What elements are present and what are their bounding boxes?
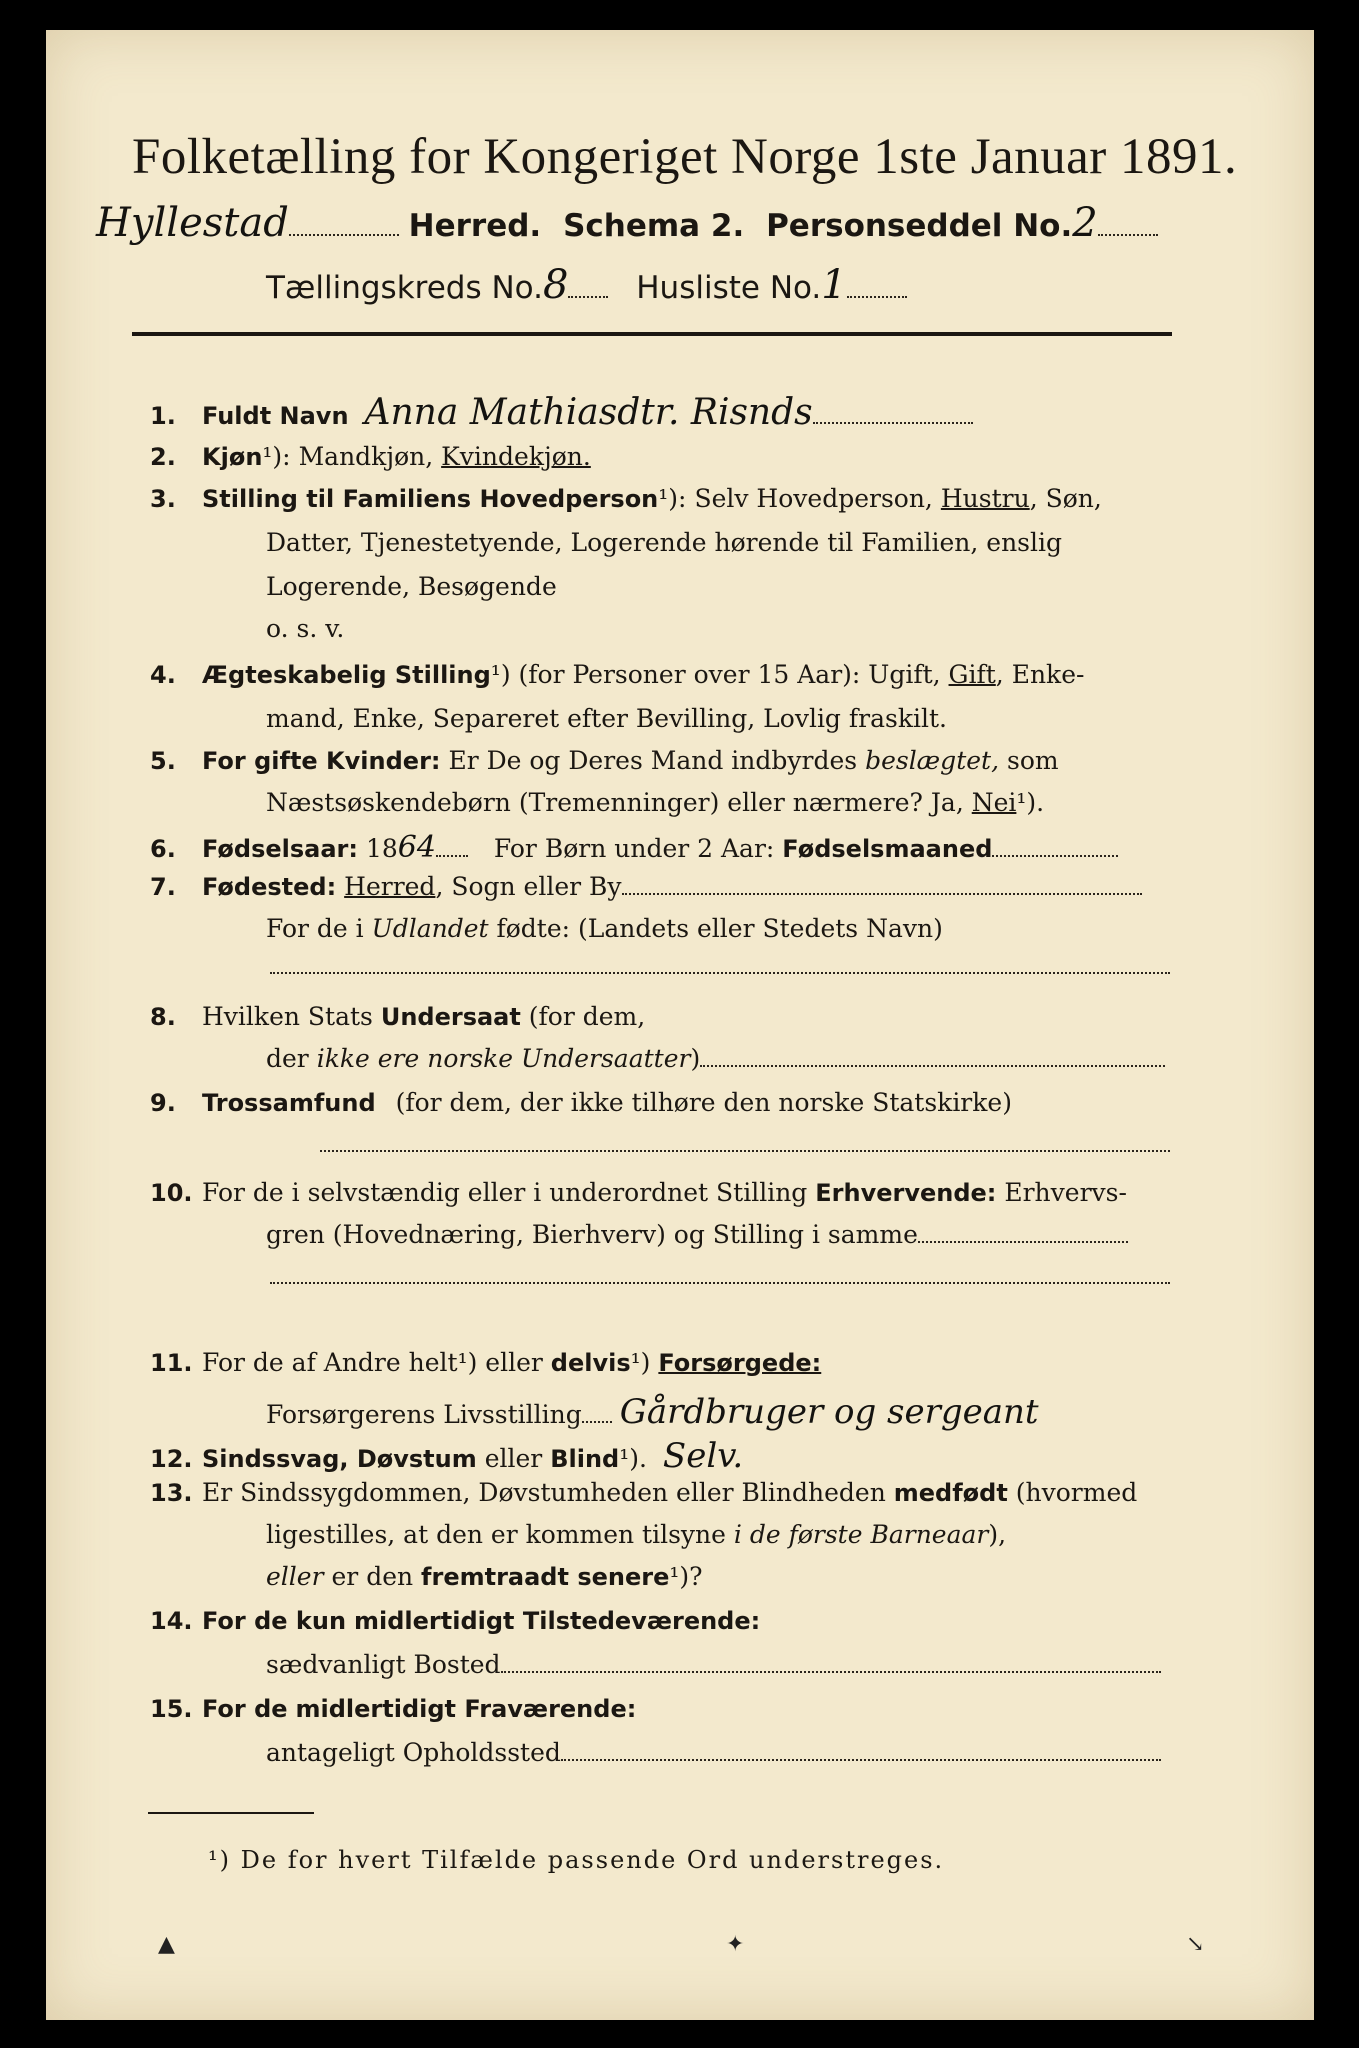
- item-2-sup: ¹):: [262, 442, 291, 471]
- item-6-label: Fødselsaar:: [202, 835, 358, 863]
- item-14-number: 14.: [150, 1607, 193, 1635]
- item-1-number: 1.: [150, 402, 176, 430]
- item-3-opt-son: , Søn,: [1029, 484, 1102, 513]
- item-13-medfodt: medfødt: [893, 1479, 1008, 1507]
- item-7-label: Fødested:: [202, 873, 337, 901]
- item-6-rest: For Børn under 2 Aar:: [493, 834, 775, 863]
- item-13-er-den: er den: [331, 1562, 414, 1591]
- item-13-hvormed: (hvormed: [1015, 1478, 1138, 1507]
- item-8-paren: ): [690, 1044, 701, 1073]
- item-13-number: 13.: [150, 1479, 193, 1507]
- item-4-line1: [150, 660, 1084, 689]
- item-10-line2-text: gren (Hovednæring, Bierhverv) og Stilling i samme: [266, 1220, 918, 1249]
- item-8-line2: [266, 1044, 1165, 1073]
- footnote: ¹) De for hvert Tilfælde passende Ord understreges.: [208, 1846, 945, 1874]
- item-5-text: Er De og Deres Mand indbyrdes: [448, 746, 858, 775]
- item-14-text: For de kun: [202, 1607, 347, 1635]
- item-13-line2: [266, 1520, 1006, 1549]
- item-8-text2: (for dem,: [528, 1002, 646, 1031]
- item-6: [150, 830, 1118, 865]
- item-2-label: Kjøn: [202, 443, 263, 471]
- item-7-line2a: For de i: [266, 914, 364, 943]
- item-11-line1: [150, 1348, 821, 1377]
- item-12-sup: ¹).: [619, 1444, 647, 1473]
- item-7-line2: [266, 914, 943, 943]
- right-mark-icon: ↘: [1186, 1932, 1205, 1957]
- item-12-number: 12.: [150, 1445, 193, 1473]
- item-10-number: 10.: [150, 1179, 193, 1207]
- item-8-number: 8.: [150, 1003, 176, 1031]
- item-15-line2: [266, 1738, 1161, 1767]
- personseddel-value: 2: [1072, 200, 1098, 246]
- item-14-line2: [266, 1650, 1161, 1679]
- item-4-text: (for Personer over 15 Aar): Ugift,: [518, 660, 941, 689]
- item-3-sup: ¹):: [658, 484, 687, 513]
- item-11-sup: ¹): [630, 1348, 651, 1377]
- item-15-fravaerende: midlertidigt Fraværende:: [295, 1695, 637, 1723]
- item-10-erhvervs: Erhvervs-: [1004, 1178, 1127, 1207]
- item-3-opt-selv: Selv Hovedperson,: [694, 484, 933, 513]
- item-14-line1: [150, 1606, 760, 1635]
- item-13-eller: eller: [266, 1562, 324, 1591]
- item-8-text: Hvilken Stats: [202, 1002, 373, 1031]
- item-13-text: Er Sindssygdommen, Døvstumheden eller Blindheden: [202, 1478, 886, 1507]
- item-12-answer: Selv.: [662, 1436, 744, 1476]
- item-13-fremtraadt: fremtraadt senere: [421, 1563, 670, 1591]
- item-6-year: 64: [397, 830, 436, 865]
- item-5-sup: ¹).: [1016, 788, 1045, 817]
- item-5-som: som: [1006, 746, 1059, 775]
- item-13-line2-end: ),: [988, 1520, 1007, 1549]
- footnote-divider: [148, 1812, 314, 1814]
- item-2-opt-kvindekjon: Kvindekjøn.: [441, 442, 591, 471]
- item-9-number: 9.: [150, 1089, 176, 1117]
- item-9-label: Trossamfund: [202, 1089, 376, 1117]
- item-4-sup: ¹): [490, 660, 511, 689]
- item-5-beslaegtet: beslægtet,: [865, 746, 1000, 775]
- item-10-dotted-line: [270, 1282, 1170, 1284]
- item-10-text: For de i selvstændig eller i underordnet Stilling: [202, 1178, 808, 1207]
- item-3-label: Stilling til Familiens Hovedperson: [202, 485, 659, 513]
- item-3-line2: Datter, Tjenestetyende, Logerende hørende til Familien, enslig: [266, 528, 1063, 557]
- item-14-tilstedevaerende: midlertidigt Tilstedeværende:: [354, 1607, 761, 1635]
- item-3-line1: [150, 484, 1102, 513]
- item-5-number: 5.: [150, 747, 176, 775]
- item-12-label: Sindssvag, Døvstum: [202, 1445, 477, 1473]
- header-kreds-line: [266, 262, 907, 308]
- husliste-label: Husliste No.: [636, 270, 822, 306]
- schema-label: Schema 2.: [563, 208, 745, 244]
- item-15-opholdssted-label: antageligt Opholdssted: [266, 1738, 561, 1767]
- item-4-line2: mand, Enke, Separeret efter Bevilling, Lovlig fraskilt.: [266, 704, 947, 733]
- header-divider: [132, 332, 1172, 336]
- item-11-delvis: delvis: [550, 1349, 631, 1377]
- item-8-undersaat: Undersaat: [380, 1003, 521, 1031]
- item-7-rest: , Sogn eller By: [435, 872, 622, 901]
- personseddel-label: Personseddel No.: [766, 208, 1073, 244]
- item-12: [150, 1436, 743, 1476]
- item-11-eller: ¹) eller: [457, 1348, 543, 1377]
- item-7-udlandet: Udlandet: [371, 914, 489, 943]
- item-5-line2: [266, 788, 1044, 817]
- item-8-der: der: [266, 1044, 309, 1073]
- item-6-number: 6.: [150, 835, 176, 863]
- item-7-number: 7.: [150, 873, 176, 901]
- item-13-line2-text: ligestilles, at den er kommen tilsyne: [266, 1520, 726, 1549]
- item-4-opt-enke: , Enke-: [995, 660, 1085, 689]
- center-mark-icon: ✦: [726, 1932, 745, 1957]
- item-7-opt-herred: Herred: [344, 872, 436, 901]
- item-11-forsorgede: Forsørgede:: [658, 1349, 822, 1377]
- item-9: [150, 1088, 1012, 1117]
- item-8-ikke-norske: ikke ere norske Undersaatter: [316, 1044, 691, 1073]
- kreds-value: 8: [542, 262, 569, 308]
- item-5-opt-nei: Nei: [971, 788, 1017, 817]
- item-10-line1: [150, 1178, 1127, 1207]
- item-3-number: 3.: [150, 485, 176, 513]
- item-5-label: For gifte Kvinder:: [202, 747, 441, 775]
- item-9-dotted-line: [320, 1150, 1170, 1152]
- item-5-line1: [150, 746, 1059, 775]
- kreds-label: Tællingskreds No.: [266, 270, 543, 306]
- item-3-line3: Logerende, Besøgende: [266, 572, 557, 601]
- husliste-value: 1: [821, 262, 847, 308]
- item-13-sup: ¹)?: [669, 1562, 703, 1591]
- item-11-answer: Gårdbruger og sergeant: [619, 1392, 1039, 1432]
- item-4-opt-gift: Gift: [948, 660, 996, 689]
- item-6-prefix: 18: [365, 834, 398, 863]
- item-2-number: 2.: [150, 443, 176, 471]
- item-1-answer: Anna Mathiasdtr. Risnds: [364, 392, 813, 433]
- herred-handwritten: Hyllestad: [96, 200, 289, 246]
- item-12-eller: eller: [484, 1444, 543, 1473]
- form-title: Folketælling for Kongeriget Norge 1ste Januar 1891.: [132, 129, 1238, 185]
- item-7-dotted-line: [270, 972, 1170, 974]
- item-13-barneaar: i de første Barneaar: [733, 1520, 989, 1549]
- item-5-line2-text: Næstsøskendebørn (Tremenninger) eller nærmere? Ja,: [266, 788, 964, 817]
- item-12-blind: Blind: [550, 1445, 620, 1473]
- item-13-line1: [150, 1478, 1137, 1507]
- corner-mark-icon: ▲: [158, 1932, 175, 1957]
- item-10-erhvervende: Erhvervende:: [815, 1179, 997, 1207]
- item-1: [150, 392, 973, 433]
- item-11-livsstilling-label: Forsørgerens Livsstilling: [266, 1400, 582, 1429]
- item-2-opt-mandkjon: Mandkjøn,: [298, 442, 434, 471]
- item-4-number: 4.: [150, 661, 176, 689]
- item-11-text: For de af Andre helt: [202, 1348, 458, 1377]
- item-14-bosted-label: sædvanligt Bosted: [266, 1650, 501, 1679]
- item-15-number: 15.: [150, 1695, 193, 1723]
- item-11-line2: [266, 1392, 1039, 1432]
- item-3-opt-hustru: Hustru: [940, 484, 1030, 513]
- item-4-label: Ægteskabelig Stilling: [202, 661, 491, 689]
- item-9-rest: (for dem, der ikke tilhøre den norske Statskirke): [395, 1088, 1012, 1117]
- item-6-fodselsmaaned: Fødselsmaaned: [782, 835, 993, 863]
- item-7-line1: [150, 872, 1142, 901]
- item-10-line2: [266, 1220, 1128, 1249]
- item-11-number: 11.: [150, 1349, 193, 1377]
- item-8-line1: [150, 1002, 645, 1031]
- item-7-line2c: fødte: (Landets eller Stedets Navn): [496, 914, 943, 943]
- herred-label: Herred.: [408, 208, 542, 244]
- item-15-text: For de: [202, 1695, 288, 1723]
- item-3-line4: o. s. v.: [266, 614, 345, 643]
- header-herred-line: [96, 200, 1158, 246]
- item-15-line1: [150, 1694, 636, 1723]
- item-1-label: Fuldt Navn: [202, 402, 349, 430]
- item-13-line3: [266, 1562, 703, 1591]
- item-2: [150, 442, 591, 471]
